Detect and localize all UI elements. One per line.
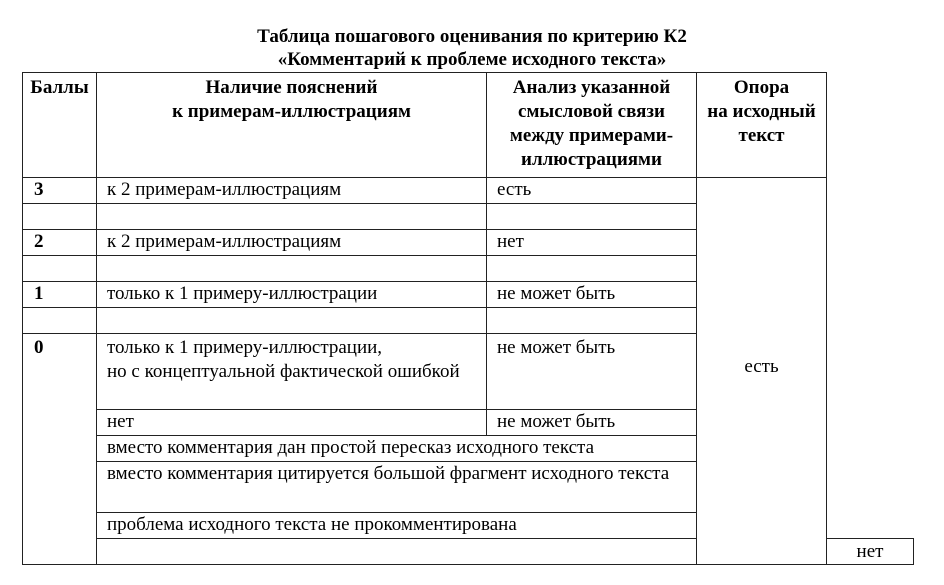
score-cell: 2: [23, 230, 97, 256]
empty-cell: [97, 539, 697, 565]
explanations-cell: к 2 примерам-иллюстрациям: [97, 230, 487, 256]
scoring-table: [22, 72, 914, 565]
header-score: Баллы: [23, 73, 97, 178]
analysis-cell: не может быть: [487, 410, 697, 436]
reliance-yes-cell: [697, 178, 827, 565]
header-explanations: Наличие пояснений к примерам-иллюстрациям: [97, 73, 487, 178]
empty-cell: [487, 204, 697, 230]
empty-cell: [487, 308, 697, 334]
empty-cell: [487, 256, 697, 282]
reliance-no-cell: нет: [827, 539, 914, 565]
explanations-cell: нет: [97, 410, 487, 436]
explanations-cell: только к 1 примеру-иллюстрации: [97, 282, 487, 308]
empty-cell: [23, 204, 97, 230]
table-title-line-2: «Комментарий к проблеме исходного текста»: [277, 49, 667, 70]
merged-cell: вместо комментария цитируется большой фрагмент исходного текста: [97, 462, 697, 513]
analysis-cell: не может быть: [487, 282, 697, 308]
reliance-yes-text: есть: [744, 356, 779, 377]
header-row: [23, 73, 914, 178]
empty-cell: [23, 308, 97, 334]
merged-cell: вместо комментария дан простой пересказ исходного текста: [97, 436, 697, 462]
table-title-line-1: Таблица пошагового оценивания по критерию К2: [257, 26, 687, 47]
header-analysis: Анализ указанной смысловой связи между примерами-иллюстрациями: [487, 73, 697, 178]
explanations-cell: только к 1 примеру-иллюстрации, но с концептуальной фактической ошибкой: [97, 334, 487, 410]
empty-cell: [97, 204, 487, 230]
analysis-cell: не может быть: [487, 334, 697, 410]
score-cell: 0: [23, 334, 97, 565]
score-cell: 1: [23, 282, 97, 308]
table-row: [23, 178, 914, 204]
merged-cell: проблема исходного текста не прокомментирована: [97, 513, 697, 539]
analysis-cell: есть: [487, 178, 697, 204]
explanations-cell: к 2 примерам-иллюстрациям: [97, 178, 487, 204]
empty-cell: [97, 308, 487, 334]
header-reliance: Опора на исходный текст: [697, 73, 827, 178]
empty-cell: [23, 256, 97, 282]
empty-cell: [97, 256, 487, 282]
analysis-cell: нет: [487, 230, 697, 256]
score-cell: 3: [23, 178, 97, 204]
